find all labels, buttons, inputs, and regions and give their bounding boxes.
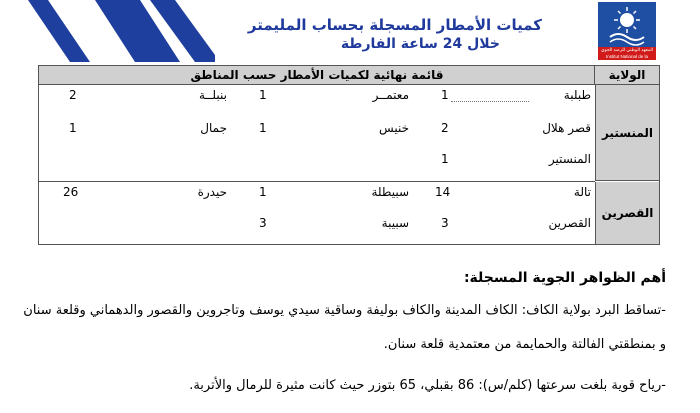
header-region: الولاية — [594, 66, 659, 84]
decorative-stripes — [0, 0, 215, 62]
sun-globe-icon — [606, 6, 648, 44]
station-name: تالة — [573, 185, 591, 199]
station-name: خنيس — [379, 121, 409, 135]
station-value: 3 — [259, 216, 267, 230]
station-name: سبيبة — [381, 216, 409, 230]
station-value: 1 — [259, 185, 267, 199]
station-name: القصرين — [548, 216, 591, 230]
rainfall-table — [38, 65, 660, 245]
logo-caption: المعهد الوطني للرصد الجوي Institut National de la Météorologie — [598, 47, 656, 60]
station-value: 1 — [259, 121, 267, 135]
station-name: المنستير — [548, 152, 591, 166]
station-name: طبلبة — [563, 88, 591, 102]
dotted-leader — [451, 101, 529, 102]
page-subtitle: خلال 24 ساعة الفارطة — [340, 36, 500, 52]
region-kasserine: القصرين — [595, 182, 659, 244]
phenomena-heading: أهم الظواهر الجوية المسجلة: — [463, 270, 666, 286]
station-value: 1 — [259, 88, 267, 102]
hail-text-line2: و بمنطقتي الفالتة والحمايمة من معتمدية قلعة سنان. — [383, 337, 666, 352]
station-value: 1 — [441, 88, 449, 102]
institute-logo — [598, 2, 656, 65]
station-value: 2 — [69, 88, 77, 102]
station-value: 3 — [441, 216, 449, 230]
station-value: 14 — [435, 185, 451, 199]
hail-text-line1: -تساقط البرد بولاية الكاف: الكاف المدينة والكاف بوليفة وساقية سيدي يوسف وتاجروين والقصور والدهماني وقلعة سنان — [23, 303, 666, 318]
station-value: 1 — [69, 121, 77, 135]
wind-text: -رياح قوية بلغت سرعتها (كلم/س): 86 بقبلي، 65 بتوزر حيث كانت مثيرة للرمال والأتربة. — [189, 378, 666, 393]
station-name: معتمــر — [372, 88, 409, 102]
station-value: 1 — [441, 152, 449, 166]
station-name: جمال — [200, 121, 227, 135]
station-name: بنبلــة — [198, 88, 227, 102]
header-areas: قائمة نهائية لكميات الأمطار حسب المناطق — [190, 68, 444, 82]
group-divider — [39, 181, 595, 182]
region-monastir: المنستير — [595, 85, 659, 181]
station-name: قصر هلال — [542, 121, 591, 135]
page-title: كميات الأمطار المسجلة بحساب المليمتر — [247, 16, 542, 34]
table-header — [39, 66, 659, 85]
station-name: حيدرة — [197, 185, 227, 199]
station-value: 2 — [441, 121, 449, 135]
station-name: سبيطلة — [371, 185, 409, 199]
station-value: 26 — [63, 185, 79, 199]
